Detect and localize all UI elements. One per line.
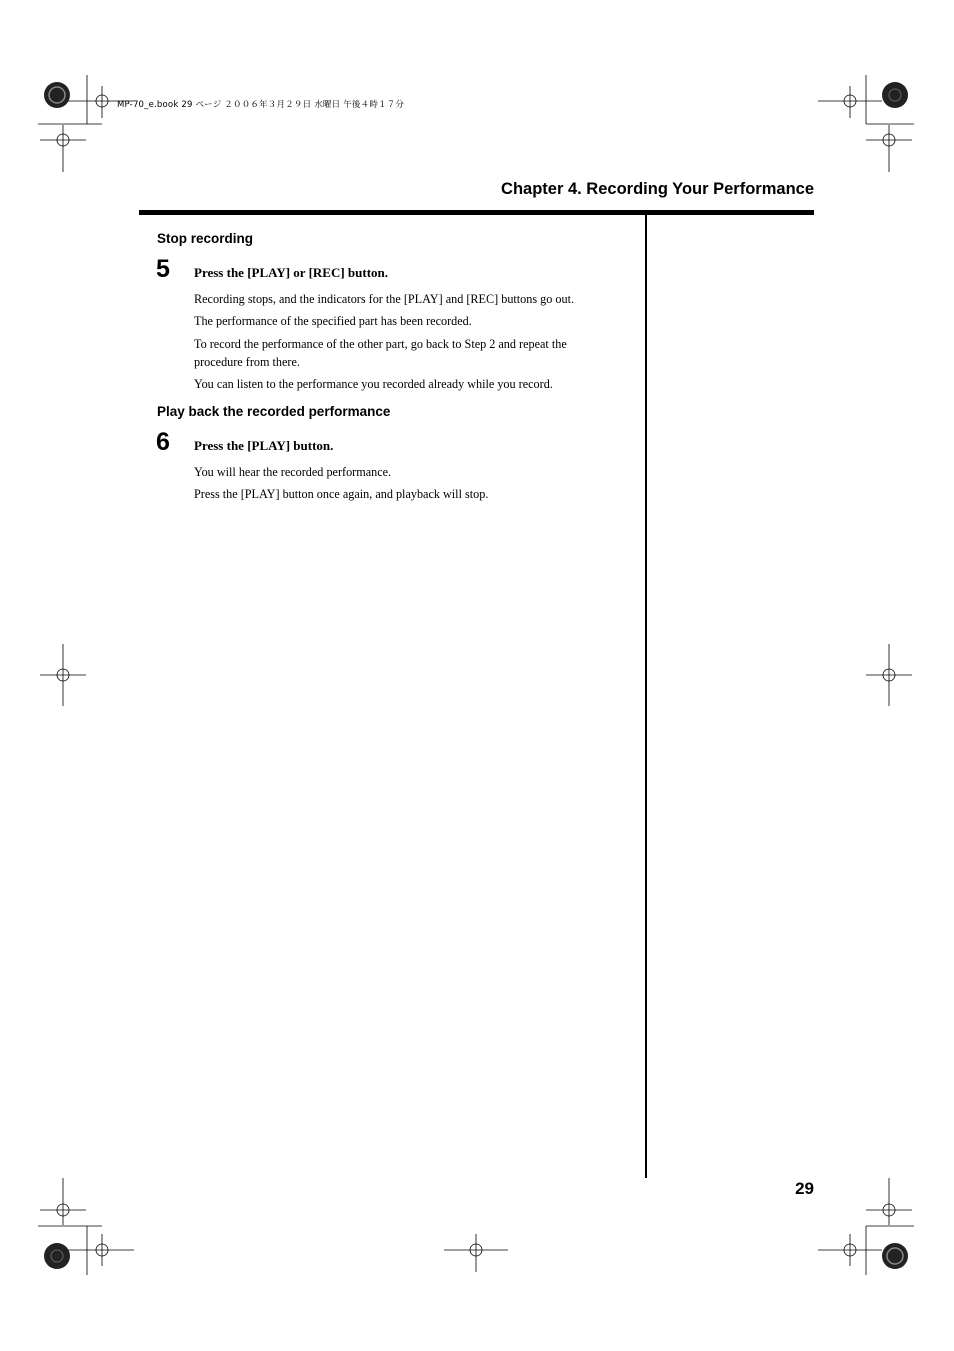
chapter-title: Chapter 4. Recording Your Performance — [501, 180, 814, 198]
section-title-play-back: Play back the recorded performance — [157, 404, 391, 419]
registration-crosshair-icon — [40, 86, 912, 1272]
page-number: 29 — [795, 1179, 814, 1198]
print-slug: MP-70_e.book 29 ページ ２００６年３月２９日 水曜日 午後４時１７分 — [117, 100, 405, 110]
step-heading: Press the [PLAY] or [REC] button. — [194, 265, 389, 280]
column-divider — [645, 215, 647, 1178]
step-paragraph: To record the performance of the other part, go back to Step 2 and repeat the procedure from there. — [194, 337, 567, 369]
header-rule — [139, 210, 814, 215]
step-number: 5 — [156, 255, 170, 283]
step-paragraph: You will hear the recorded performance. — [194, 465, 392, 479]
step-number: 6 — [156, 428, 170, 456]
step-paragraph: Press the [PLAY] button once again, and playback will stop. — [194, 487, 489, 501]
step-paragraph: Recording stops, and the indicators for the [PLAY] and [REC] buttons go out. — [194, 292, 575, 306]
section-title-stop-recording: Stop recording — [157, 231, 254, 246]
step-paragraph: You can listen to the performance you recorded already while you record. — [194, 377, 553, 391]
color-target-icon — [44, 82, 908, 1269]
step-heading: Press the [PLAY] button. — [194, 438, 334, 453]
step-paragraph: The performance of the specified part has been recorded. — [194, 314, 472, 328]
